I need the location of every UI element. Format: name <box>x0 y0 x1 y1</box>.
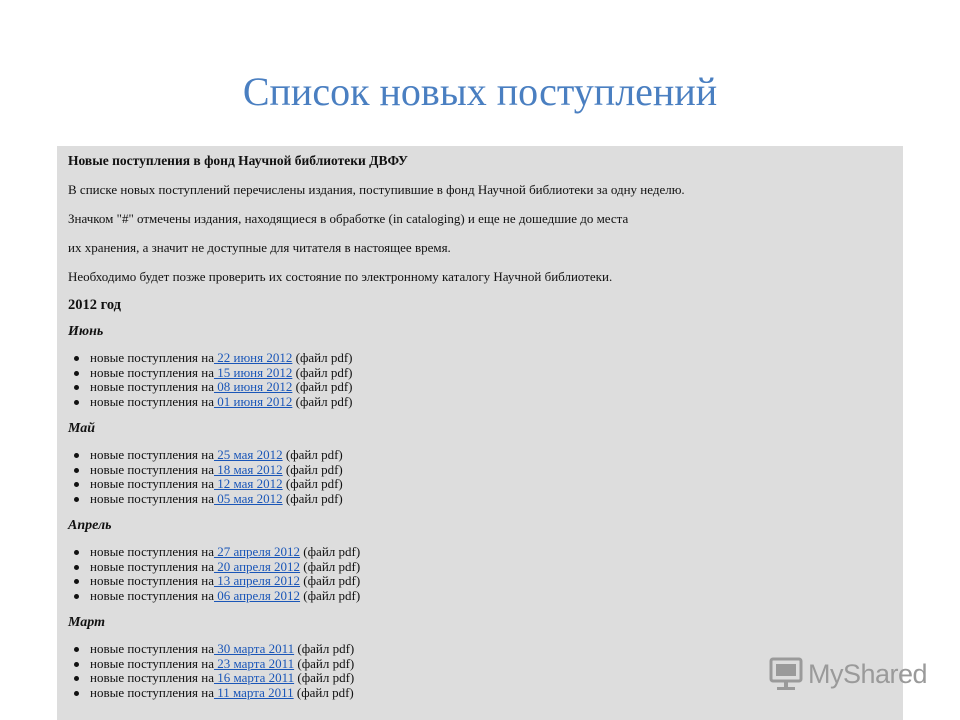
item-suffix: (файл pdf) <box>295 364 353 380</box>
pdf-date-link[interactable]: 08 июня 2012 <box>214 379 293 394</box>
list-item <box>90 395 895 410</box>
item-suffix: (файл pdf) <box>297 655 355 671</box>
item-prefix: новые поступления на <box>90 476 214 491</box>
month-heading: Июнь <box>68 324 104 339</box>
month-items-list <box>68 448 895 506</box>
bullet-icon <box>74 468 79 473</box>
pdf-date-link[interactable]: 16 марта 2011 <box>214 670 295 685</box>
item-suffix: (файл pdf) <box>303 587 361 603</box>
list-item <box>90 545 895 560</box>
pdf-date-link[interactable]: 18 мая 2012 <box>214 461 283 477</box>
watermark <box>768 654 927 694</box>
list-item <box>90 589 895 604</box>
bullet-icon <box>74 400 79 405</box>
item-prefix: новые поступления на <box>90 655 214 671</box>
bullet-icon <box>74 647 79 652</box>
pdf-date-link[interactable]: 11 марта 2011 <box>214 684 294 700</box>
month-heading: Март <box>68 615 105 630</box>
pdf-date-link[interactable]: 15 июня 2012 <box>214 364 293 380</box>
pdf-date-link[interactable]: 12 мая 2012 <box>214 476 283 491</box>
item-suffix: (файл pdf) <box>297 670 355 685</box>
watermark-text: MyShared <box>808 658 928 689</box>
bullet-icon <box>74 482 79 487</box>
item-prefix: новые поступления на <box>90 670 214 685</box>
pdf-date-link[interactable]: 30 марта 2011 <box>214 641 295 656</box>
bullet-icon <box>74 497 79 502</box>
list-item <box>90 574 895 589</box>
bullet-icon <box>74 453 79 458</box>
item-prefix: новые поступления на <box>90 573 214 588</box>
bullet-icon <box>74 676 79 681</box>
item-prefix: новые поступления на <box>90 447 214 462</box>
item-prefix: новые поступления на <box>90 587 214 603</box>
item-prefix: новые поступления на <box>90 544 214 559</box>
item-prefix: новые поступления на <box>90 461 214 477</box>
item-suffix: (файл pdf) <box>303 558 361 574</box>
library-page-screenshot <box>57 146 903 720</box>
item-prefix: новые поступления на <box>90 364 214 380</box>
check-paragraph: Необходимо будет позже проверить их состояние по электронному каталогу Научной библиотеки. <box>68 269 613 284</box>
list-item <box>90 366 895 381</box>
item-suffix: (файл pdf) <box>303 573 361 588</box>
item-prefix: новые поступления на <box>90 379 214 394</box>
bullet-icon <box>74 550 79 555</box>
bullet-icon <box>74 385 79 390</box>
list-item <box>90 477 895 492</box>
item-suffix: (файл pdf) <box>297 641 355 656</box>
item-suffix: (файл pdf) <box>285 461 343 477</box>
pdf-date-link[interactable]: 01 июня 2012 <box>214 393 293 409</box>
pdf-date-link[interactable]: 06 апреля 2012 <box>214 587 301 603</box>
intro-paragraph: В списке новых поступлений перечислены издания, поступившие в фонд Научной библиотеки за одну неделю. <box>68 182 685 197</box>
bullet-icon <box>74 594 79 599</box>
slide-title: Список новых поступлений <box>242 69 718 114</box>
months-list <box>68 323 895 700</box>
item-suffix: (файл pdf) <box>295 393 353 409</box>
year-heading: 2012 год <box>68 297 122 313</box>
month-heading: Май <box>68 421 96 436</box>
item-prefix: новые поступления на <box>90 393 214 409</box>
pdf-date-link[interactable]: 13 апреля 2012 <box>214 573 301 588</box>
pdf-date-link[interactable]: 20 апреля 2012 <box>214 558 301 574</box>
pdf-date-link[interactable]: 05 мая 2012 <box>214 490 283 506</box>
item-suffix: (файл pdf) <box>295 350 353 365</box>
pdf-date-link[interactable]: 23 марта 2011 <box>214 655 295 671</box>
item-suffix: (файл pdf) <box>285 490 343 506</box>
pdf-date-link[interactable]: 22 июня 2012 <box>214 350 293 365</box>
bullet-icon <box>74 371 79 376</box>
item-prefix: новые поступления на <box>90 350 214 365</box>
bullet-icon <box>74 579 79 584</box>
item-suffix: (файл pdf) <box>285 447 343 462</box>
item-prefix: новые поступления на <box>90 684 214 700</box>
list-item <box>90 380 895 395</box>
bullet-icon <box>74 356 79 361</box>
list-item <box>90 560 895 575</box>
list-item <box>90 492 895 507</box>
page-heading: Новые поступления в фонд Научной библиотеки ДВФУ <box>68 153 408 168</box>
note-paragraph-continued: их хранения, а значит не доступные для читателя в настоящее время. <box>68 240 451 255</box>
month-heading: Апрель <box>68 518 112 533</box>
item-prefix: новые поступления на <box>90 490 214 506</box>
note-paragraph: Значком "#" отмечены издания, находящиеся в обработке (in cataloging) и еще не дошедшие до места <box>68 211 629 226</box>
item-suffix: (файл pdf) <box>296 684 354 700</box>
item-suffix: (файл pdf) <box>295 379 353 394</box>
list-item <box>90 351 895 366</box>
list-item <box>90 463 895 478</box>
month-items-list <box>68 545 895 603</box>
item-suffix: (файл pdf) <box>285 476 343 491</box>
item-prefix: новые поступления на <box>90 558 214 574</box>
pdf-date-link[interactable]: 25 мая 2012 <box>214 447 283 462</box>
item-suffix: (файл pdf) <box>303 544 361 559</box>
projector-screen-icon <box>768 656 804 692</box>
library-page-content <box>68 146 895 700</box>
bullet-icon <box>74 565 79 570</box>
item-prefix: новые поступления на <box>90 641 214 656</box>
bullet-icon <box>74 691 79 696</box>
pdf-date-link[interactable]: 27 апреля 2012 <box>214 544 301 559</box>
list-item <box>90 448 895 463</box>
bullet-icon <box>74 662 79 667</box>
month-items-list <box>68 351 895 409</box>
